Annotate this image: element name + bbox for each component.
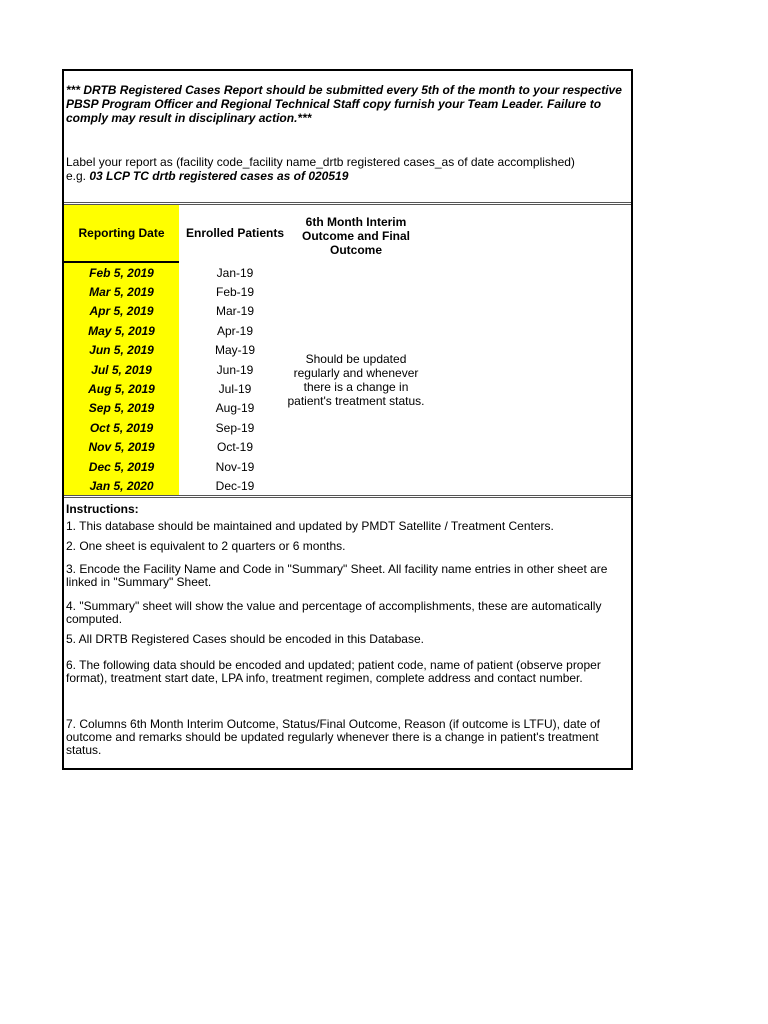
enrolled-month-cell: Nov-19	[215, 459, 255, 474]
reporting-date-cell: Nov 5, 2019	[88, 440, 155, 455]
header-outcome: 6th Month Interim Outcome and Final Outcome	[301, 215, 410, 257]
enrolled-month-cell: Aug-19	[215, 401, 255, 416]
header-enrolled-patients: Enrolled Patients	[185, 226, 285, 240]
header-reporting-date: Reporting Date	[64, 205, 179, 263]
table-row	[64, 263, 631, 282]
table-row	[64, 418, 631, 437]
instruction-item: 6. The following data should be encoded and updated; patient code, name of patient (observe proper format), treatment start date, LPA info, treatment regimen, complete address and contact number.	[66, 658, 601, 685]
instruction-item: 5. All DRTB Registered Cases should be encoded in this Database.	[66, 632, 424, 646]
enrolled-month-cell: Feb-19	[215, 285, 255, 300]
reporting-date-cell: Mar 5, 2019	[89, 285, 154, 300]
table-row	[64, 457, 631, 476]
enrolled-month-cell: Oct-19	[216, 440, 253, 455]
label-example: 03 LCP TC drtb registered cases as of 020519	[89, 169, 349, 183]
table-row	[64, 282, 631, 301]
submission-notice: *** DRTB Registered Cases Report should be submitted every 5th of the month to your respective PBSP Program Officer and Regional Technical Staff copy furnish your Team Leader. Failure to comply may result in disciplinary action.***	[66, 83, 622, 125]
report-sheet	[62, 69, 633, 770]
reporting-date-cell: Jun 5, 2019	[89, 343, 154, 358]
reporting-date-cell: May 5, 2019	[88, 323, 155, 338]
reporting-table	[64, 205, 631, 498]
enrolled-month-cell: Dec-19	[215, 478, 255, 493]
table-row	[64, 302, 631, 321]
header-section	[64, 71, 631, 205]
outcome-merged-note: Should be updated regularly and whenever there is a change in patient's treatment status.	[287, 352, 425, 408]
instruction-item: 7. Columns 6th Month Interim Outcome, Status/Final Outcome, Reason (if outcome is LTFU), date of outcome and remarks should be updated regularly whenever there is a change in patient's treatment status.	[66, 717, 600, 757]
instructions-section	[66, 502, 626, 757]
enrolled-month-cell: Apr-19	[216, 323, 254, 338]
reporting-date-cell: Oct 5, 2019	[89, 420, 154, 435]
instructions-title: Instructions:	[66, 502, 139, 516]
reporting-date-cell: Apr 5, 2019	[89, 304, 154, 319]
reporting-date-cell: Sep 5, 2019	[88, 401, 155, 416]
label-instruction-line: Label your report as (facility code_facility name_drtb registered cases_as of date accomplished)	[66, 155, 575, 169]
enrolled-month-cell: Mar-19	[215, 304, 254, 319]
table-row	[64, 476, 631, 495]
enrolled-month-cell: May-19	[214, 343, 255, 358]
enrolled-month-cell: Jan-19	[216, 265, 254, 280]
instruction-item: 1. This database should be maintained and updated by PMDT Satellite / Treatment Centers.	[66, 519, 554, 533]
label-instruction	[66, 155, 626, 183]
reporting-date-cell: Dec 5, 2019	[88, 459, 155, 474]
table-row	[64, 321, 631, 340]
enrolled-month-cell: Jul-19	[218, 382, 252, 397]
enrolled-month-cell: Jun-19	[216, 362, 254, 377]
reporting-date-cell: Feb 5, 2019	[89, 265, 154, 280]
label-example-prefix: e.g.	[66, 169, 90, 183]
reporting-date-cell: Aug 5, 2019	[88, 382, 155, 397]
table-row	[64, 438, 631, 457]
reporting-date-cell: Jul 5, 2019	[91, 362, 152, 377]
instruction-item: 2. One sheet is equivalent to 2 quarters or 6 months.	[66, 539, 346, 553]
enrolled-month-cell: Sep-19	[215, 420, 255, 435]
reporting-date-cell: Jan 5, 2020	[89, 478, 154, 493]
instruction-item: 4. "Summary" sheet will show the value and percentage of accomplishments, these are automatically computed.	[66, 599, 602, 626]
instruction-item: 3. Encode the Facility Name and Code in "Summary" Sheet. All facility name entries in other sheet are linked in "Summary" Sheet.	[66, 562, 608, 589]
